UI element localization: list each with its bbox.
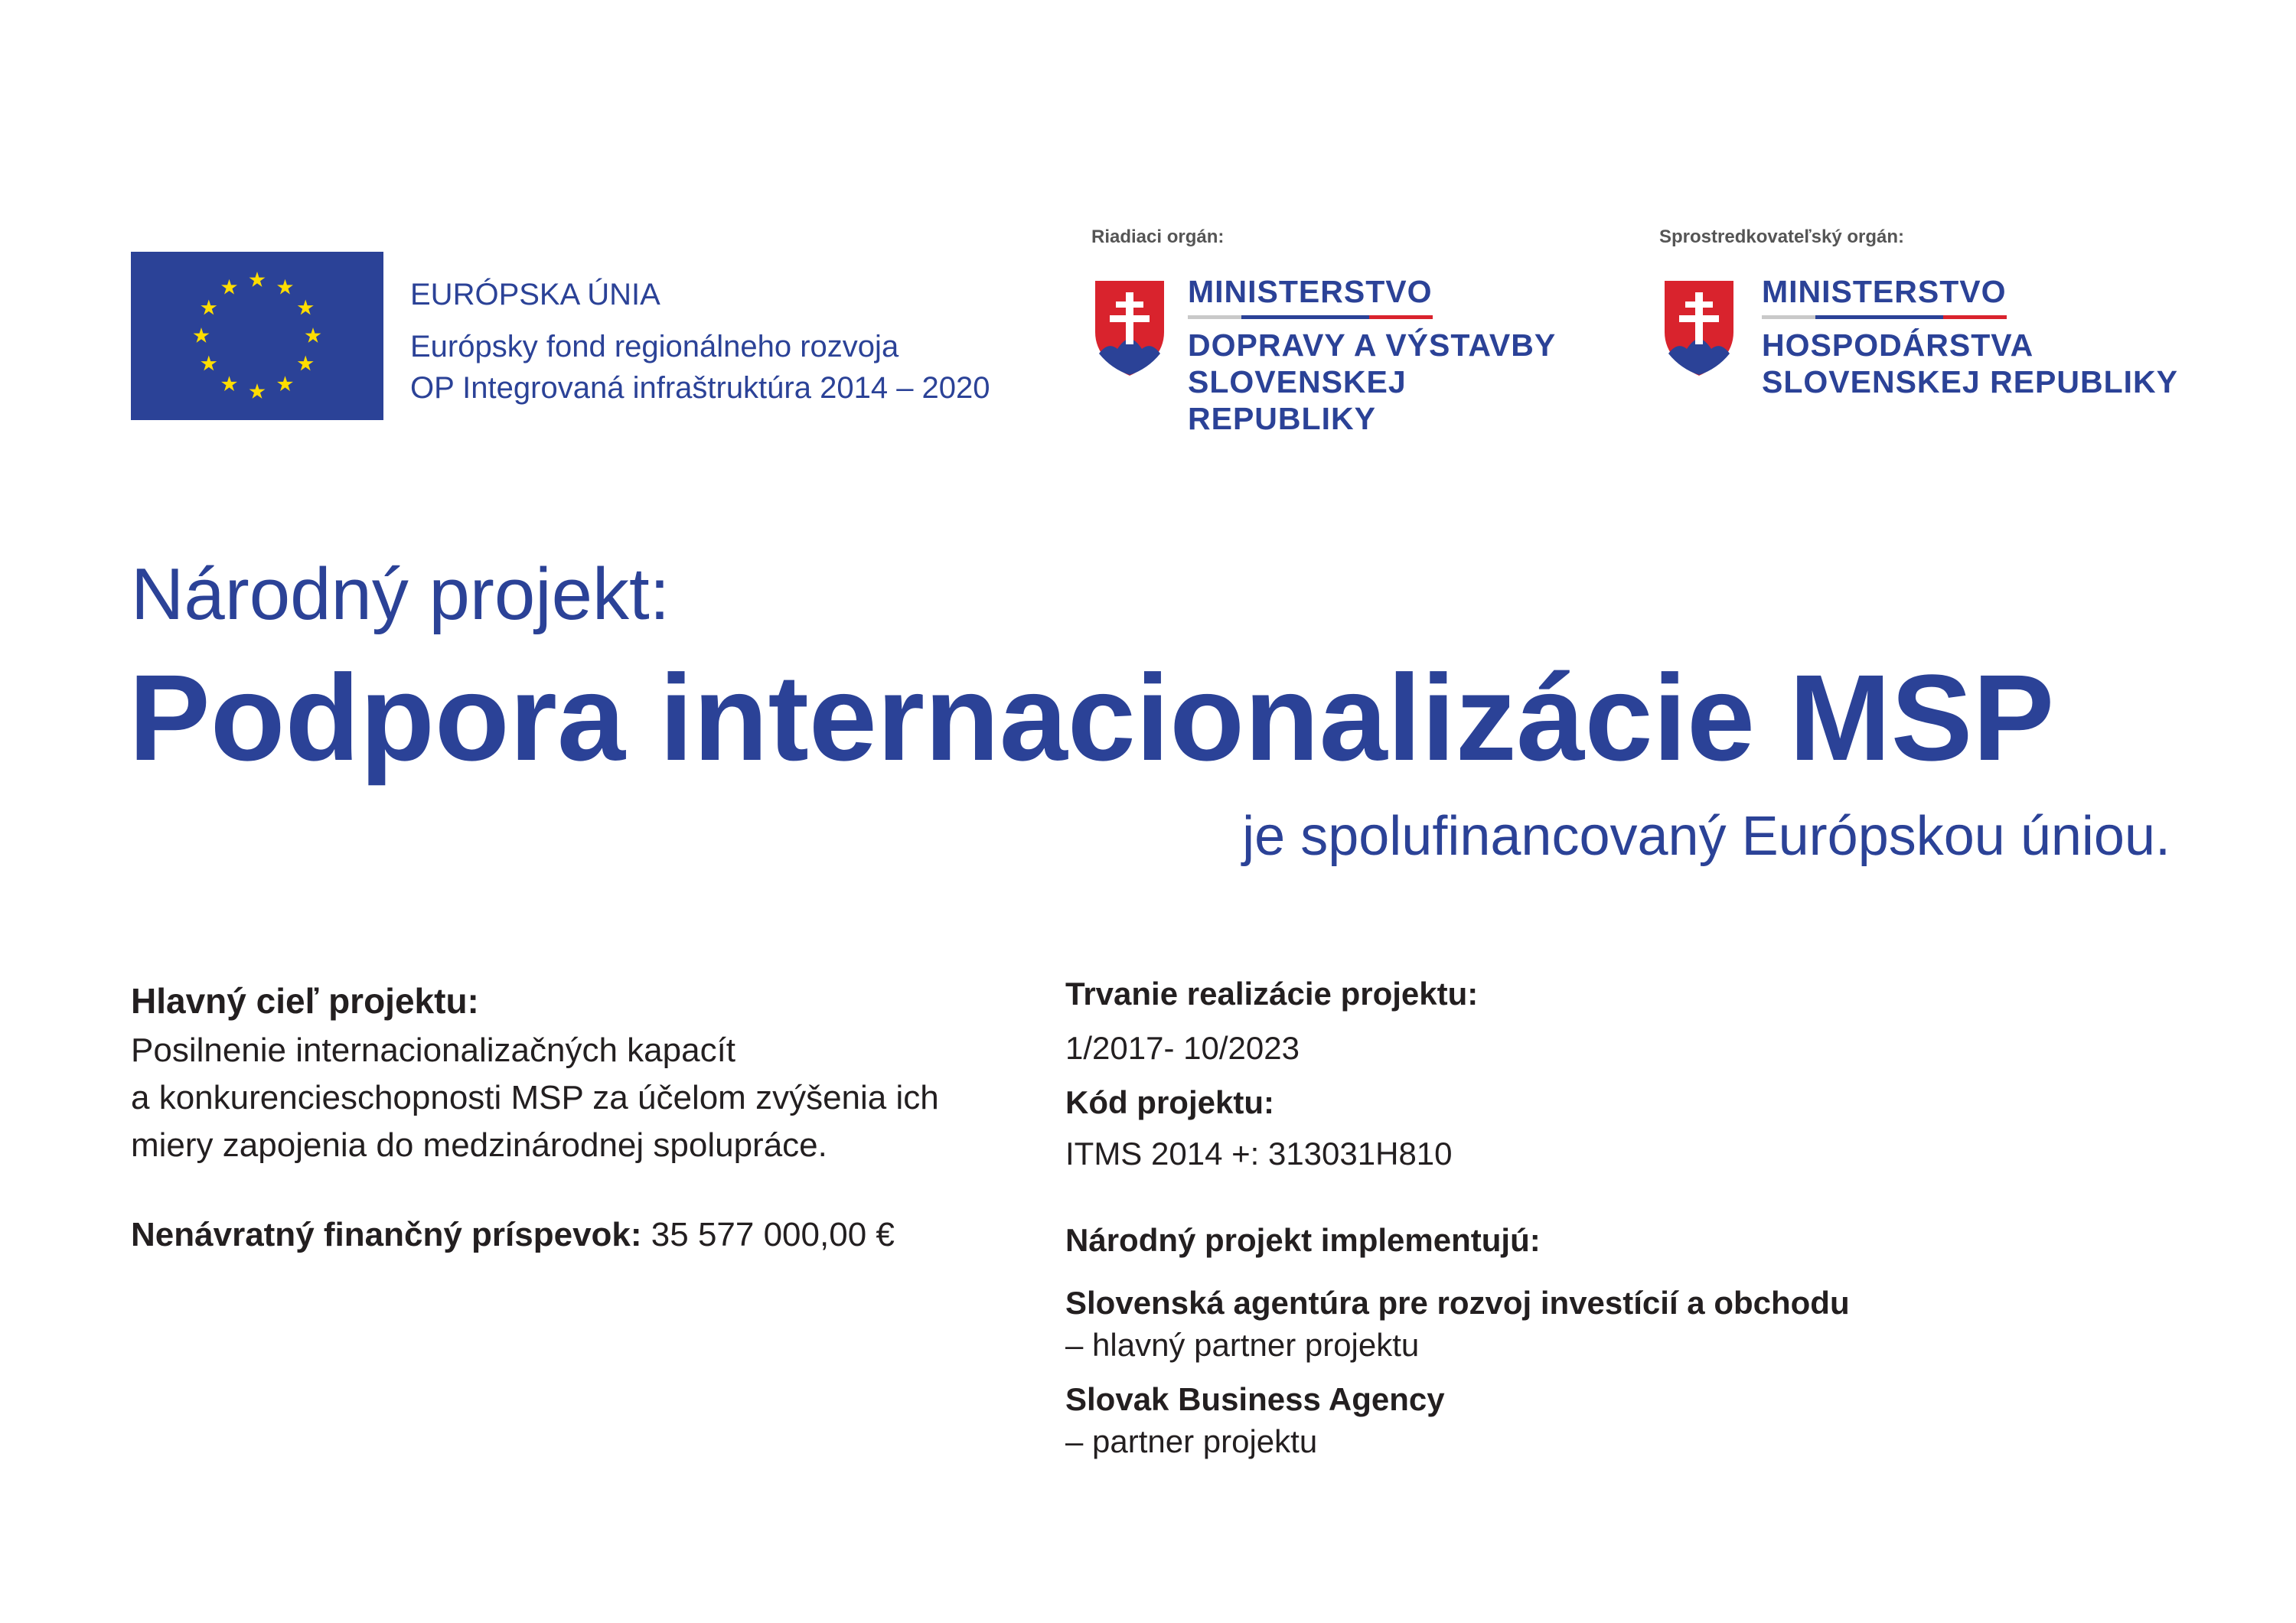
grant-label: Nenávratný finančný príspevok: <box>131 1216 642 1253</box>
managing-authority-block <box>1188 272 1586 437</box>
project-type-label: Národný projekt: <box>131 553 670 635</box>
duration-heading: Trvanie realizácie projektu: <box>1065 976 1479 1012</box>
grant-amount <box>131 1214 1049 1256</box>
eu-star-icon <box>221 376 237 391</box>
ministry-name-line-1: DOPRAVY A VÝSTAVBY <box>1188 328 1557 363</box>
eu-star-icon <box>249 272 266 287</box>
implementer-role: – partner projektu <box>1065 1423 1318 1459</box>
eu-star-icon <box>298 356 314 371</box>
eu-star-icon <box>194 328 210 343</box>
eu-star-icon <box>201 356 217 371</box>
managing-authority-label: Riadiaci orgán: <box>1091 227 1225 247</box>
project-details-section <box>1065 973 2137 1463</box>
goal-line: miery zapojenia do medzinárodnej spolupráce. <box>131 1126 827 1164</box>
ministry-name-line-1: HOSPODÁRSTVA <box>1762 328 2034 363</box>
eu-star-icon <box>277 279 293 295</box>
eu-fund-name: Európsky fond regionálneho rozvoja <box>410 330 899 363</box>
goal-line: a konkurencieschopnosti MSP za účelom zvýšenia ich <box>131 1079 939 1116</box>
ministry-title: MINISTERSTVO <box>1188 274 1433 309</box>
ministry-name-line-2: SLOVENSKEJ REPUBLIKY <box>1188 364 1407 436</box>
eu-flag-icon <box>131 252 383 420</box>
intermediate-body-label: Sprostredkovateľský orgán: <box>1659 227 1905 247</box>
project-title: Podpora internacionalizácie MSP <box>129 649 2055 786</box>
slovak-coat-of-arms-icon <box>1091 279 1168 378</box>
goal-heading: Hlavný cieľ projektu: <box>131 981 479 1021</box>
code-value: ITMS 2014 +: 313031H810 <box>1065 1136 1453 1172</box>
eu-star-icon <box>277 376 293 391</box>
implementer-name: Slovak Business Agency <box>1065 1381 1445 1417</box>
eu-funding-block <box>410 274 990 409</box>
duration-value: 1/2017- 10/2023 <box>1065 1030 1300 1066</box>
tricolor-divider <box>1188 315 1433 319</box>
slovak-coat-of-arms-icon <box>1661 279 1737 378</box>
tricolor-divider <box>1762 315 2007 319</box>
eu-star-icon <box>221 279 237 295</box>
cofinanced-statement: je spolufinancovaný Európskou úniou. <box>1242 806 2170 867</box>
ministry-title: MINISTERSTVO <box>1762 274 2007 309</box>
eu-star-icon <box>305 328 321 343</box>
implementer-name: Slovenská agentúra pre rozvoj investícií a obchodu <box>1065 1285 1850 1321</box>
goal-text <box>131 1027 1049 1169</box>
goal-line: Posilnenie internacionalizačných kapacít <box>131 1031 736 1069</box>
eu-title: EURÓPSKA ÚNIA <box>410 278 660 311</box>
eu-programme-name: OP Integrovaná infraštruktúra 2014 – 2020 <box>410 371 990 405</box>
ministry-name-line-2: SLOVENSKEJ REPUBLIKY <box>1762 364 2178 399</box>
grant-value: 35 577 000,00 € <box>651 1216 895 1253</box>
eu-star-icon <box>249 383 266 399</box>
project-goal-section <box>131 979 1049 1256</box>
intermediate-body-block <box>1762 272 2190 400</box>
implementer-role: – hlavný partner projektu <box>1065 1327 1420 1363</box>
implementers-heading: Národný projekt implementujú: <box>1065 1222 1541 1258</box>
eu-star-icon <box>201 300 217 315</box>
eu-star-icon <box>298 300 314 315</box>
code-heading: Kód projektu: <box>1065 1084 1274 1120</box>
